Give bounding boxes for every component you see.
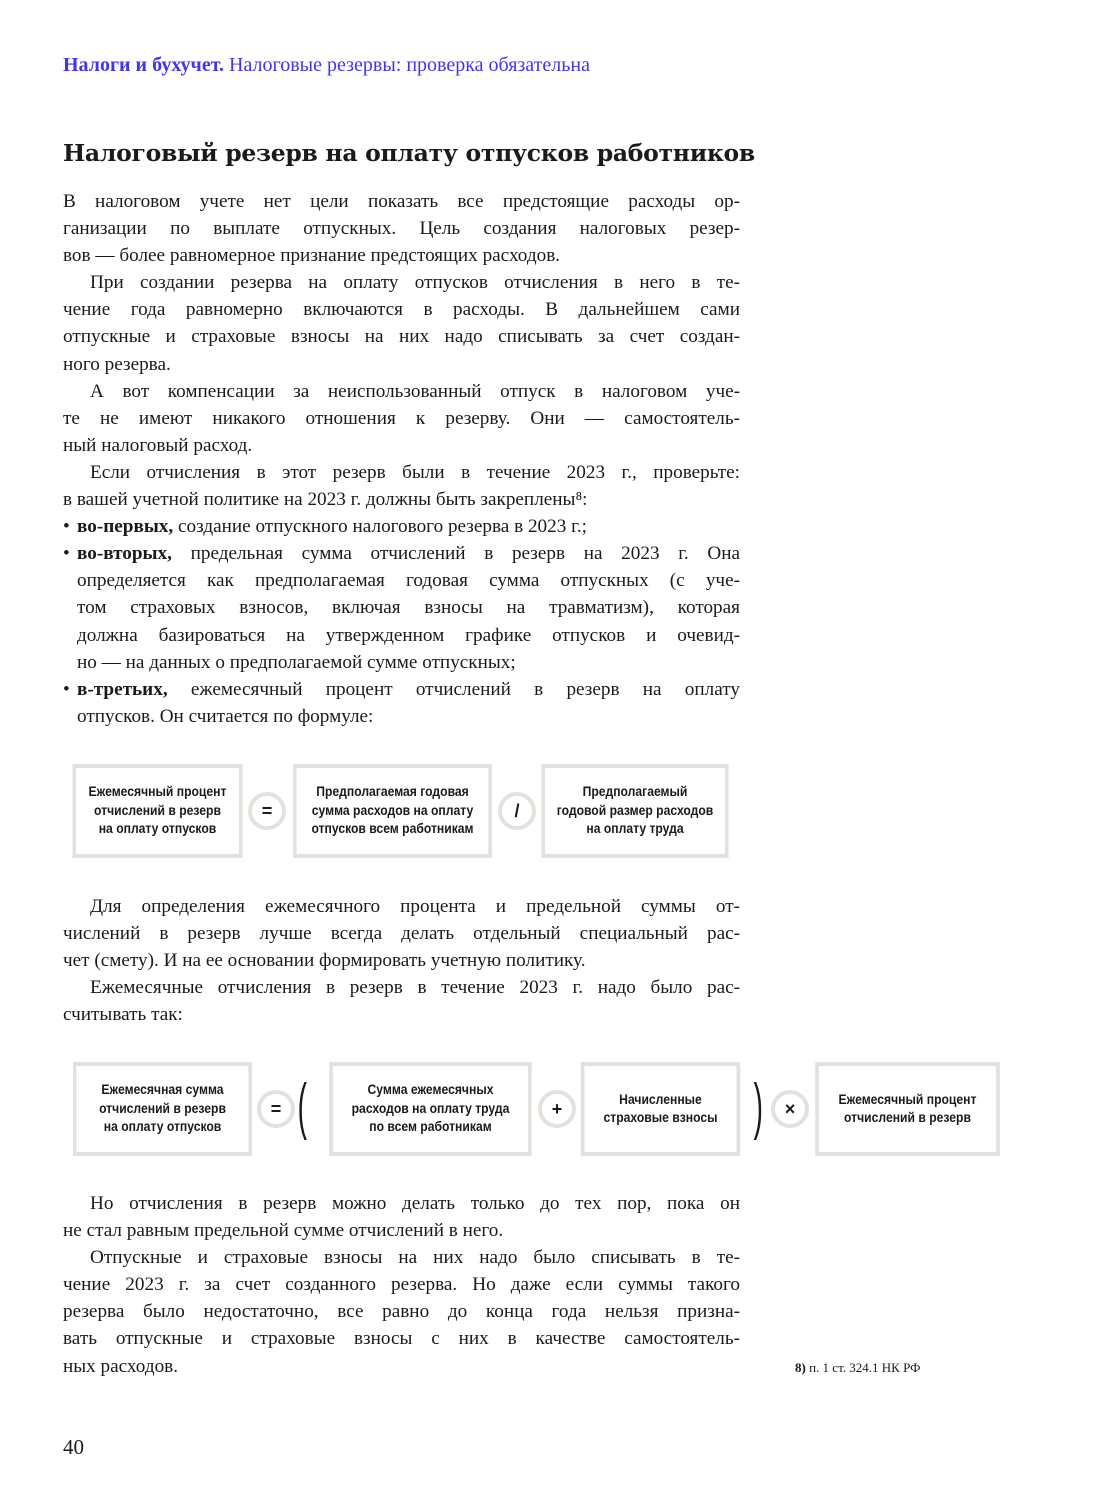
page-number: 40 xyxy=(63,1435,84,1459)
open-parenthesis: ( xyxy=(297,1072,307,1141)
paragraph-line: Но отчисления в резерв можно делать только до тех пор, пока он xyxy=(90,1193,740,1214)
running-header xyxy=(63,54,590,77)
formula-monthly-percent xyxy=(0,764,1104,858)
formula-box-text: Сумма ежемесячных расходов на оплату труда по всем работникам xyxy=(351,1082,510,1135)
formula-box xyxy=(73,1062,252,1156)
equals-operator: = xyxy=(257,1090,295,1128)
footnote xyxy=(795,1360,920,1376)
paragraph-line: Для определения ежемесячного процента и предельной суммы от- xyxy=(90,896,740,917)
bullet-lead: в-третьих, xyxy=(77,678,168,700)
formula-box xyxy=(815,1062,1000,1156)
bullet-line: • в-третьих, ежемесячный процент отчислений в резерв на оплату xyxy=(63,676,740,703)
paragraph-line: чение 2023 г. за счет созданного резерва. Но даже если суммы такого xyxy=(63,1274,740,1296)
multiply-operator: × xyxy=(771,1090,809,1128)
paragraph-line: чет (смету). И на ее основании формировать учетную политику. xyxy=(63,950,586,972)
bullet-line: • во-вторых, предельная сумма отчислений в резерв на 2023 г. Она xyxy=(63,540,740,567)
bullet-line: отпусков. Он считается по формуле: xyxy=(77,705,374,727)
bullet-icon: • xyxy=(63,516,70,538)
bullet-line: том страховых взносов, включая взносы на травматизм), которая xyxy=(77,597,740,619)
bullet-lead: во-вторых, xyxy=(77,543,172,565)
formula-box xyxy=(541,764,728,858)
bullet-line: но — на данных о предполагаемой сумме отпускных; xyxy=(77,651,516,673)
paragraph-line: числений в резерв лучше всегда делать отдельный специальный рас- xyxy=(63,923,740,945)
paragraph-line: При создании резерва на оплату отпусков отчисления в него в те- xyxy=(90,272,740,294)
header-section: Налоги и бухучет. xyxy=(63,54,225,76)
paragraph-line: те не имеют никакого отношения к резерву. Они — самостоятель- xyxy=(63,407,740,429)
formula-box-text: Предполагаемая годовая сумма расходов на оплату отпусков всем работникам xyxy=(311,784,474,837)
paragraph-line: резерва было недостаточно, все равно до конца года нельзя призна- xyxy=(63,1301,740,1323)
bullet-icon: • xyxy=(63,678,70,700)
formula-box xyxy=(293,764,492,858)
paragraph-line: чение года равномерно включаются в расходы. В дальнейшем сами xyxy=(63,299,740,321)
formula-box-text: Ежемесячный процент отчислений в резерв на оплату отпусков xyxy=(88,784,227,837)
footnote-number: 8) xyxy=(795,1360,806,1375)
bullet-line: должна базироваться на утвержденном графике отпусков и очевид- xyxy=(77,624,740,646)
formula-monthly-amount xyxy=(0,1062,1104,1156)
paragraph-line: Отпускные и страховые взносы на них надо было списывать в те- xyxy=(90,1247,740,1269)
paragraph-line: отпускные и страховые взносы на них надо списывать за счет создан- xyxy=(63,326,740,348)
paragraph-line: не стал равным предельной сумме отчислений в него. xyxy=(63,1220,504,1242)
text-block-3 xyxy=(63,1190,740,1380)
bullet-line: • во-первых, создание отпускного налогового резерва в 2023 г.; xyxy=(63,513,740,540)
paragraph-line: ного резерва. xyxy=(63,353,171,375)
formula-box xyxy=(581,1062,740,1156)
formula-box-text: Начисленные страховые взносы xyxy=(603,1091,718,1125)
bullet-line: определяется как предполагаемая годовая сумма отпускных (с уче- xyxy=(77,570,740,592)
text-block-1 xyxy=(63,188,740,730)
paragraph-line: ганизации по выплате отпускных. Цель создания налоговых резер- xyxy=(63,218,740,240)
paragraph-line: Ежемесячные отчисления в резерв в течение 2023 г. надо было рас- xyxy=(90,977,740,999)
formula-box-text: Ежемесячная сумма отчислений в резерв на оплату отпусков xyxy=(99,1082,226,1135)
footnote-text: п. 1 ст. 324.1 НК РФ xyxy=(809,1360,921,1375)
paragraph-line: ных расходов. xyxy=(63,1355,179,1377)
paragraph-line: считывать так: xyxy=(63,1004,183,1026)
header-subtitle: Налоговые резервы: проверка обязательна xyxy=(229,54,590,76)
paragraph-line: В налоговом учете нет цели показать все предстоящие расходы ор- xyxy=(63,191,740,212)
formula-box-text: Ежемесячный процент отчислений в резерв xyxy=(838,1091,977,1125)
text-block-2 xyxy=(63,893,740,1028)
formula-box-text: Предполагаемый годовой размер расходов на оплату труда xyxy=(556,784,714,837)
bullet-icon: • xyxy=(63,543,70,565)
paragraph-line: в вашей учетной политике на 2023 г. должны быть закреплены⁸: xyxy=(63,489,588,511)
paragraph-line: А вот компенсации за неиспользованный отпуск в налоговом уче- xyxy=(90,380,740,402)
equals-operator: = xyxy=(248,792,286,830)
paragraph-line: вов — более равномерное признание предстоящих расходов. xyxy=(63,245,561,267)
divide-operator: / xyxy=(498,792,536,830)
paragraph-line: ный налоговый расход. xyxy=(63,434,253,456)
paragraph-line: Если отчисления в этот резерв были в течение 2023 г., проверьте: xyxy=(90,461,740,483)
paragraph-line: вать отпускные и страховые взносы с них в качестве самостоятель- xyxy=(63,1328,740,1350)
plus-operator: + xyxy=(538,1090,576,1128)
formula-box xyxy=(72,764,242,858)
formula-box xyxy=(329,1062,532,1156)
bullet-lead: во-первых, xyxy=(77,516,174,538)
section-title: Налоговый резерв на оплату отпусков работников xyxy=(63,139,755,167)
close-parenthesis: ) xyxy=(753,1072,763,1141)
